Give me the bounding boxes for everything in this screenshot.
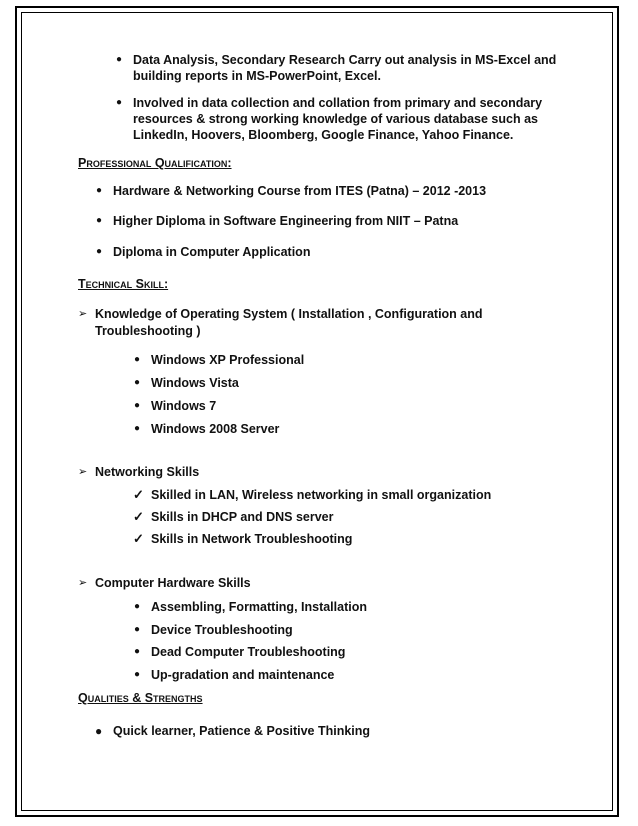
intro-bullet-2-line-2: resources & strong working knowledge of various database such as bbox=[133, 112, 538, 126]
hardware-item: Device Troubleshooting bbox=[151, 623, 293, 637]
bullet-icon: ● bbox=[134, 601, 141, 612]
intro-bullet-1-line-1: Data Analysis, Secondary Research Carry out analysis in MS-Excel and bbox=[133, 53, 557, 67]
qualification-item: Higher Diploma in Software Engineering from NIIT – Patna bbox=[113, 214, 459, 228]
bullet-icon: ● bbox=[134, 669, 141, 680]
networking-item: Skilled in LAN, Wireless networking in small organization bbox=[151, 488, 492, 502]
bullet-icon: ● bbox=[96, 246, 103, 257]
bullet-icon: ● bbox=[134, 354, 141, 365]
technical-skill-heading: Technical Skill: bbox=[78, 277, 169, 291]
networking-skills-title: Networking Skills bbox=[95, 465, 200, 479]
bullet-icon: ● bbox=[134, 624, 141, 635]
qualification-item: Hardware & Networking Course from ITES (Patna) – 2012 -2013 bbox=[113, 184, 487, 198]
intro-bullet-2-line-1: Involved in data collection and collation from primary and secondary bbox=[133, 96, 543, 110]
os-knowledge-line-2: Troubleshooting ) bbox=[95, 324, 201, 338]
networking-item: Skills in DHCP and DNS server bbox=[151, 510, 334, 524]
bullet-icon: ● bbox=[134, 400, 141, 411]
bullet-icon: ● bbox=[95, 724, 103, 738]
arrow-bullet-icon: ➢ bbox=[78, 577, 88, 589]
os-knowledge-line-1: Knowledge of Operating System ( Installation , Configuration and bbox=[95, 307, 483, 321]
os-item: Windows 2008 Server bbox=[151, 422, 280, 436]
bullet-icon: ● bbox=[134, 377, 141, 388]
bullet-icon: ● bbox=[134, 646, 141, 657]
bullet-icon: ● bbox=[96, 185, 103, 196]
bullet-icon: ● bbox=[134, 423, 141, 434]
networking-item: Skills in Network Troubleshooting bbox=[151, 532, 353, 546]
bullet-icon: ● bbox=[116, 54, 123, 65]
professional-qualification-heading: Professional Qualification: bbox=[78, 156, 232, 170]
intro-bullet-2-line-3: LinkedIn, Hoovers, Bloomberg, Google Finance, Yahoo Finance. bbox=[133, 128, 514, 142]
hardware-item: Assembling, Formatting, Installation bbox=[151, 600, 367, 614]
os-item: Windows XP Professional bbox=[151, 353, 305, 367]
intro-bullet-1-line-2: building reports in MS-PowerPoint, Excel. bbox=[133, 69, 381, 83]
checkmark-icon: ✓ bbox=[133, 531, 144, 546]
qualities-item: Quick learner, Patience & Positive Thinking bbox=[113, 724, 371, 738]
qualities-strengths-heading: Qualities & Strengths bbox=[78, 691, 203, 705]
hardware-item: Dead Computer Troubleshooting bbox=[151, 645, 346, 659]
bullet-icon: ● bbox=[96, 215, 103, 226]
hardware-item: Up-gradation and maintenance bbox=[151, 668, 335, 682]
qualification-item: Diploma in Computer Application bbox=[113, 245, 311, 259]
checkmark-icon: ✓ bbox=[133, 487, 144, 502]
os-item: Windows Vista bbox=[151, 376, 239, 390]
arrow-bullet-icon: ➢ bbox=[78, 308, 88, 320]
bullet-icon: ● bbox=[116, 97, 123, 108]
os-item: Windows 7 bbox=[151, 399, 217, 413]
arrow-bullet-icon: ➢ bbox=[78, 466, 88, 478]
checkmark-icon: ✓ bbox=[133, 509, 144, 524]
hardware-skills-title: Computer Hardware Skills bbox=[95, 576, 251, 590]
